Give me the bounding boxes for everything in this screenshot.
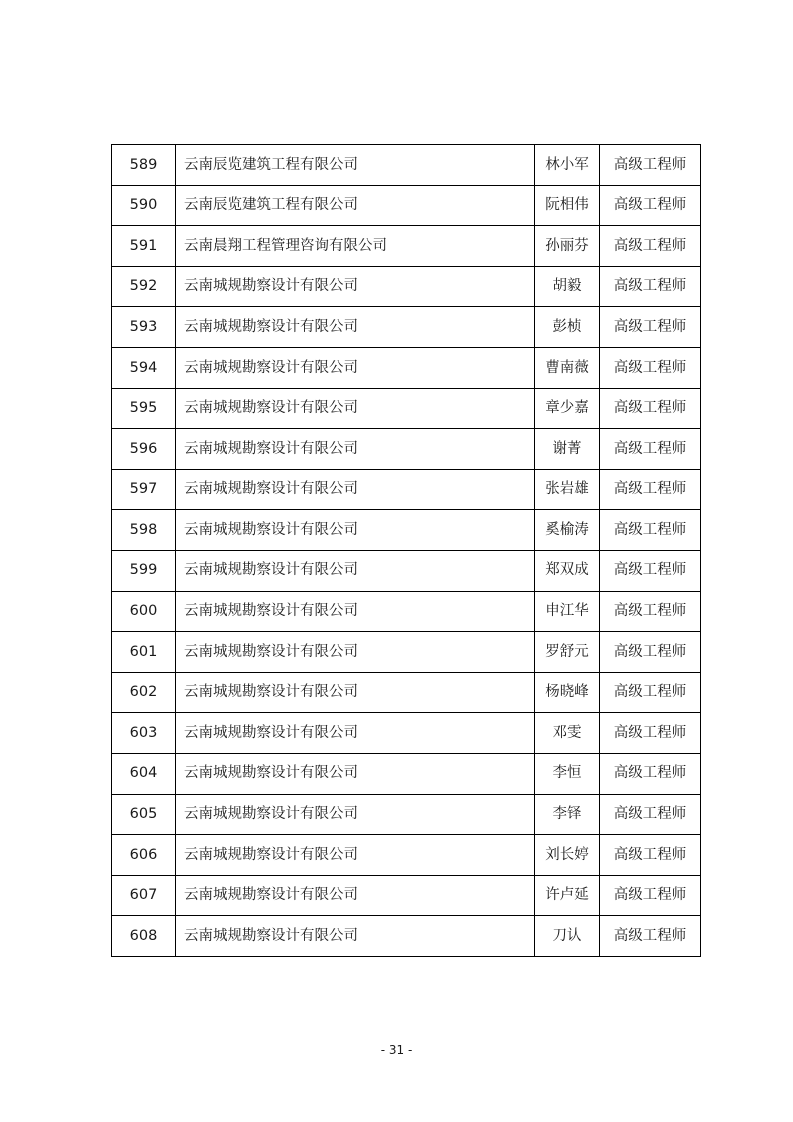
- professional-title: 高级工程师: [600, 672, 701, 713]
- row-number: 594: [112, 347, 176, 388]
- person-name: 奚榆涛: [535, 510, 600, 551]
- professional-title: 高级工程师: [600, 875, 701, 916]
- company-name: 云南城规勘察设计有限公司: [176, 266, 535, 307]
- table-row: [112, 307, 701, 348]
- company-name: 云南城规勘察设计有限公司: [176, 469, 535, 510]
- company-name: 云南晨翔工程管理咨询有限公司: [176, 226, 535, 267]
- row-number: 595: [112, 388, 176, 429]
- person-name: 孙丽芬: [535, 226, 600, 267]
- table-row: [112, 429, 701, 470]
- row-number: 603: [112, 713, 176, 754]
- row-number: 591: [112, 226, 176, 267]
- table-row: [112, 510, 701, 551]
- professional-title: 高级工程师: [600, 835, 701, 876]
- table-row: [112, 591, 701, 632]
- row-number: 605: [112, 794, 176, 835]
- professional-title: 高级工程师: [600, 753, 701, 794]
- row-number: 598: [112, 510, 176, 551]
- table-row: [112, 835, 701, 876]
- company-name: 云南城规勘察设计有限公司: [176, 510, 535, 551]
- professional-title: 高级工程师: [600, 713, 701, 754]
- person-name: 章少嘉: [535, 388, 600, 429]
- person-name: 刀认: [535, 916, 600, 957]
- person-name: 林小军: [535, 145, 600, 186]
- table-row: [112, 226, 701, 267]
- company-name: 云南城规勘察设计有限公司: [176, 632, 535, 673]
- row-number: 601: [112, 632, 176, 673]
- company-name: 云南城规勘察设计有限公司: [176, 794, 535, 835]
- professional-title: 高级工程师: [600, 469, 701, 510]
- row-number: 590: [112, 185, 176, 226]
- person-name: 罗舒元: [535, 632, 600, 673]
- roster-table: [111, 144, 701, 957]
- row-number: 600: [112, 591, 176, 632]
- row-number: 589: [112, 145, 176, 186]
- person-name: 张岩雄: [535, 469, 600, 510]
- professional-title: 高级工程师: [600, 388, 701, 429]
- company-name: 云南城规勘察设计有限公司: [176, 307, 535, 348]
- person-name: 阮相伟: [535, 185, 600, 226]
- professional-title: 高级工程师: [600, 266, 701, 307]
- table-row: [112, 632, 701, 673]
- row-number: 596: [112, 429, 176, 470]
- page-number: - 31 -: [380, 1043, 413, 1057]
- professional-title: 高级工程师: [600, 307, 701, 348]
- company-name: 云南城规勘察设计有限公司: [176, 347, 535, 388]
- person-name: 刘长婷: [535, 835, 600, 876]
- company-name: 云南城规勘察设计有限公司: [176, 591, 535, 632]
- table-row: [112, 794, 701, 835]
- person-name: 胡毅: [535, 266, 600, 307]
- person-name: 彭桢: [535, 307, 600, 348]
- row-number: 604: [112, 753, 176, 794]
- table-row: [112, 469, 701, 510]
- professional-title: 高级工程师: [600, 185, 701, 226]
- table-row: [112, 388, 701, 429]
- company-name: 云南城规勘察设计有限公司: [176, 713, 535, 754]
- company-name: 云南城规勘察设计有限公司: [176, 429, 535, 470]
- table-row: [112, 753, 701, 794]
- person-name: 李铎: [535, 794, 600, 835]
- row-number: 597: [112, 469, 176, 510]
- row-number: 592: [112, 266, 176, 307]
- table-row: [112, 347, 701, 388]
- person-name: 申江华: [535, 591, 600, 632]
- professional-title: 高级工程师: [600, 794, 701, 835]
- table-row: [112, 185, 701, 226]
- row-number: 606: [112, 835, 176, 876]
- person-name: 郑双成: [535, 550, 600, 591]
- table-row: [112, 713, 701, 754]
- row-number: 608: [112, 916, 176, 957]
- professional-title: 高级工程师: [600, 591, 701, 632]
- company-name: 云南辰览建筑工程有限公司: [176, 145, 535, 186]
- table-row: [112, 916, 701, 957]
- person-name: 谢菁: [535, 429, 600, 470]
- row-number: 602: [112, 672, 176, 713]
- table-row: [112, 672, 701, 713]
- person-name: 李恒: [535, 753, 600, 794]
- person-name: 许卢延: [535, 875, 600, 916]
- roster-table-body: [112, 145, 701, 957]
- table-row: [112, 875, 701, 916]
- person-name: 曹南薇: [535, 347, 600, 388]
- table-row: [112, 550, 701, 591]
- row-number: 593: [112, 307, 176, 348]
- professional-title: 高级工程师: [600, 226, 701, 267]
- row-number: 599: [112, 550, 176, 591]
- table-row: [112, 266, 701, 307]
- professional-title: 高级工程师: [600, 550, 701, 591]
- professional-title: 高级工程师: [600, 145, 701, 186]
- person-name: 杨晓峰: [535, 672, 600, 713]
- professional-title: 高级工程师: [600, 632, 701, 673]
- company-name: 云南辰览建筑工程有限公司: [176, 185, 535, 226]
- professional-title: 高级工程师: [600, 429, 701, 470]
- row-number: 607: [112, 875, 176, 916]
- professional-title: 高级工程师: [600, 347, 701, 388]
- table-row: [112, 145, 701, 186]
- company-name: 云南城规勘察设计有限公司: [176, 753, 535, 794]
- company-name: 云南城规勘察设计有限公司: [176, 388, 535, 429]
- company-name: 云南城规勘察设计有限公司: [176, 550, 535, 591]
- company-name: 云南城规勘察设计有限公司: [176, 916, 535, 957]
- professional-title: 高级工程师: [600, 916, 701, 957]
- company-name: 云南城规勘察设计有限公司: [176, 672, 535, 713]
- company-name: 云南城规勘察设计有限公司: [176, 875, 535, 916]
- company-name: 云南城规勘察设计有限公司: [176, 835, 535, 876]
- professional-title: 高级工程师: [600, 510, 701, 551]
- person-name: 邓雯: [535, 713, 600, 754]
